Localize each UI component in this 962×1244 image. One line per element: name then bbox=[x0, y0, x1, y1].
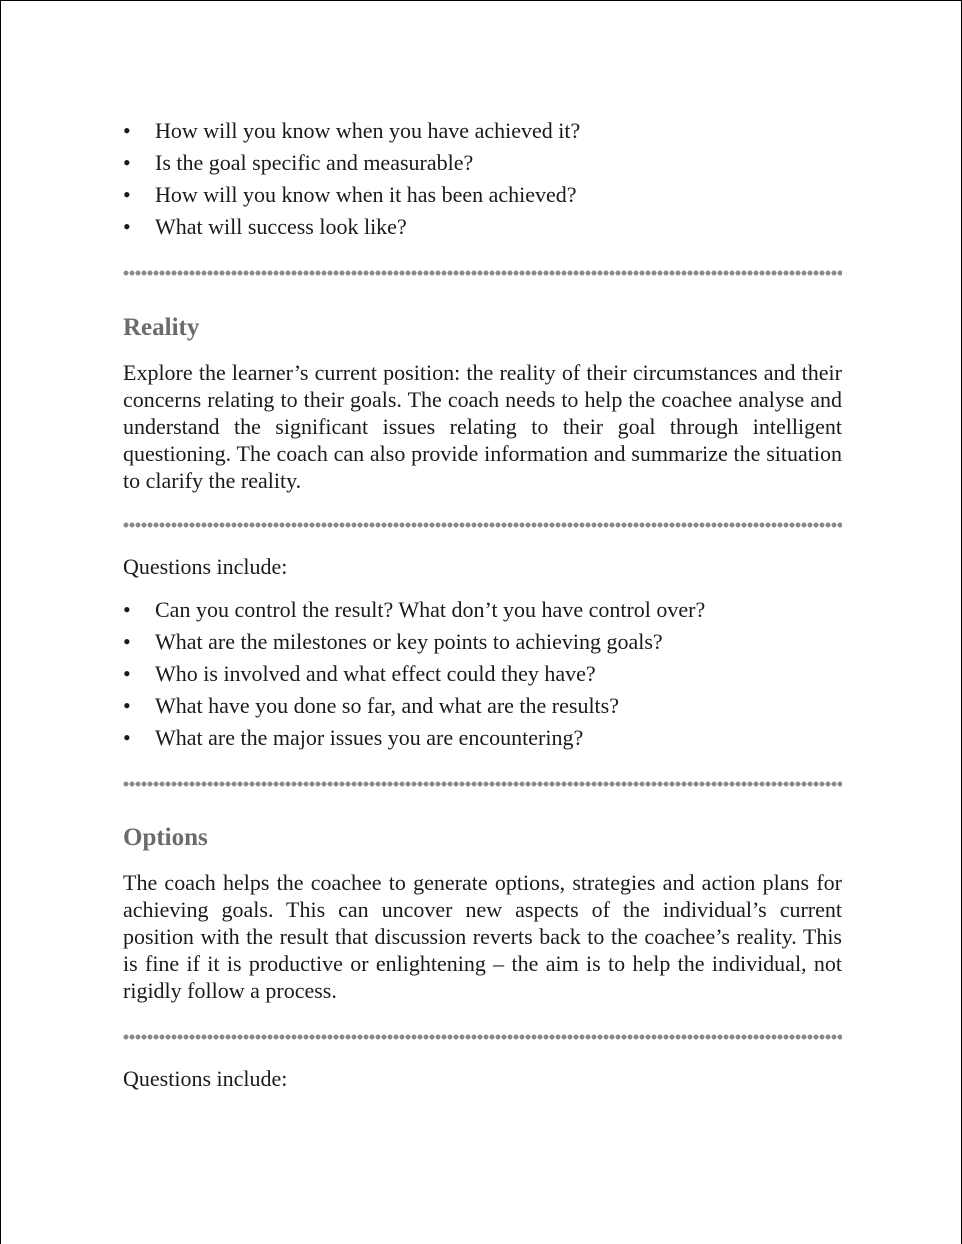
list-item: • How will you know when it has been achieved? bbox=[123, 179, 842, 211]
section-heading-options: Options bbox=[123, 824, 208, 851]
bullet-icon: • bbox=[123, 597, 131, 622]
bullet-icon: • bbox=[123, 693, 131, 718]
list-item: • What have you done so far, and what are the results? bbox=[123, 690, 842, 722]
list-item: • Can you control the result? What don’t you have control over? bbox=[123, 594, 842, 626]
bullet-icon: • bbox=[123, 214, 131, 239]
reality-paragraph: Explore the learner’s current position: the reality of their circumstances and their concerns relating to their goals. The coach needs to help the coachee analyse and understand the significant issues relating to their goal through intelligent questioning. The coach can also provide information and summarize the situation to clarify the reality. bbox=[123, 360, 842, 493]
dotted-divider bbox=[123, 781, 842, 787]
options-questions-lead: Questions include: bbox=[123, 1066, 288, 1091]
list-item: • How will you know when you have achieved it? bbox=[123, 115, 842, 147]
options-paragraph: The coach helps the coachee to generate options, strategies and action plans for achieving goals. This can uncover new aspects of the individual’s current position with the result that discussion reverts back to the coachee’s reality. This is fine if it is productive or enlightening – the aim is to help the individual, not rigidly follow a process. bbox=[123, 870, 842, 1003]
list-item: • What will success look like? bbox=[123, 211, 842, 243]
list-item: • What are the milestones or key points to achieving goals? bbox=[123, 626, 842, 658]
reality-questions-list bbox=[123, 594, 842, 754]
bullet-icon: • bbox=[123, 725, 131, 750]
section-heading-reality: Reality bbox=[123, 314, 200, 341]
bullet-icon: • bbox=[123, 182, 131, 207]
dotted-divider bbox=[123, 522, 842, 528]
bullet-icon: • bbox=[123, 118, 131, 143]
list-item: • Is the goal specific and measurable? bbox=[123, 147, 842, 179]
dotted-divider bbox=[123, 270, 842, 276]
dotted-divider bbox=[123, 1034, 842, 1040]
bullet-icon: • bbox=[123, 661, 131, 686]
reality-questions-lead: Questions include: bbox=[123, 554, 288, 579]
bullet-icon: • bbox=[123, 629, 131, 654]
list-item: • Who is involved and what effect could they have? bbox=[123, 658, 842, 690]
goal-questions-list bbox=[123, 115, 842, 243]
page-content bbox=[123, 115, 842, 1092]
bullet-icon: • bbox=[123, 150, 131, 175]
list-item: • What are the major issues you are encountering? bbox=[123, 722, 842, 754]
